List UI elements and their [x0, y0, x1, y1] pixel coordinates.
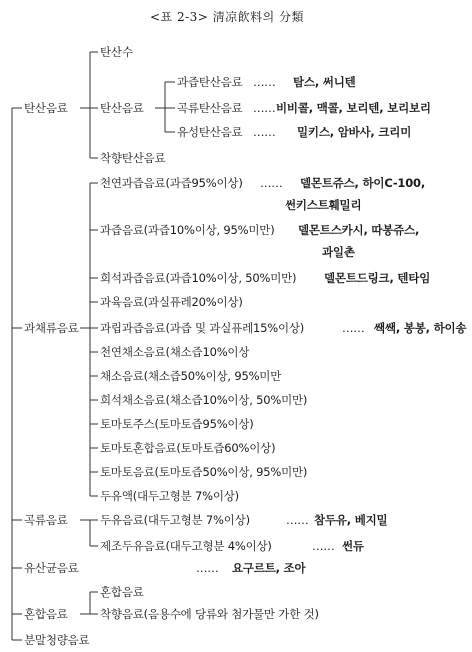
item-mixed-drink: 혼합음료	[100, 585, 144, 599]
item-carbonated-drink: 탄산음료	[100, 101, 144, 115]
example-milk-carbonated: 밀키스, 암바사, 크리미	[297, 125, 412, 139]
item-grain-fruit: 과립과즙음료(과즙 및 과실퓨레15%이상)	[100, 321, 305, 335]
category-fruit-veg: 과채류음료	[24, 321, 79, 335]
item-prepared-soy: 제조두유음료(대두고형분 4%이상)	[100, 539, 272, 553]
item-flavored-carbonated: 착향탄산음료	[100, 151, 166, 165]
leader-dots: ……	[253, 125, 276, 139]
item-soy-milk: 두유액(대두고형분 7%이상)	[100, 489, 239, 503]
category-powder: 분말청량음료	[24, 633, 90, 647]
example-natural-juice-2: 썬키스트훼밀리	[285, 198, 362, 212]
example-juice-drink-2: 과일촌	[322, 245, 355, 259]
example-cereal-carbonated: 비비콜, 맥콜, 보리텐, 보리보리	[276, 101, 431, 115]
leader-dots: ……	[260, 176, 283, 190]
example-natural-juice-1: 델몬트쥬스, 하이C-100,	[300, 176, 425, 190]
example-diluted-juice: 델몬트드링크, 텐타임	[324, 271, 431, 285]
item-tomato-mixed: 토마토혼합음료(토마토즙60%이상)	[100, 441, 276, 455]
item-veg-drink: 채소음료(채소즙50%이상, 95%미만	[100, 369, 282, 383]
category-lactic: 유산균음료	[24, 561, 79, 575]
category-cereal: 곡류음료	[24, 513, 68, 527]
item-diluted-juice: 희석과즙음료(과즙10%이상, 50%미만)	[100, 271, 297, 285]
category-mixed: 혼합음료	[24, 607, 68, 621]
leader-dots: ……	[312, 539, 335, 553]
leader-dots: ……	[253, 101, 276, 115]
example-lactic: 요구르트, 조아	[232, 561, 306, 575]
item-soda-water: 탄산수	[100, 45, 133, 59]
example-soy-drink: 참두유, 베지밀	[314, 513, 388, 527]
item-juice-drink: 과즙음료(과즙10%이상, 95%미만)	[100, 223, 275, 237]
leader-dots: ……	[253, 75, 276, 89]
example-prepared-soy: 썬듀	[342, 539, 364, 553]
item-cereal-carbonated: 곡류탄산음료	[177, 101, 243, 115]
category-carbonated: 탄산음료	[24, 101, 68, 115]
item-flavored-drink: 착향음료(음용수에 당류와 첨가물만 가한 것)	[100, 607, 319, 621]
table-title: <표 2-3> 淸凉飮料의 分類	[150, 10, 305, 24]
example-juice-drink-1: 델몬트스카시, 따봉쥬스,	[298, 223, 420, 237]
item-pulp-drink: 과육음료(과실퓨레20%이상)	[100, 295, 243, 309]
item-natural-veg: 천연채소음료(채소즙10%이상	[100, 345, 250, 359]
item-diluted-veg: 희석채소음료(채소즙10%이상, 50%미만)	[100, 393, 308, 407]
item-juice-carbonated: 과즙탄산음료	[177, 75, 243, 89]
leader-dots: ……	[286, 513, 309, 527]
leader-dots: ……	[342, 321, 365, 335]
leader-dots: ……	[196, 561, 219, 575]
item-tomato-drink: 토마토음료(토마토즙50%이상, 95%미만)	[100, 465, 308, 479]
item-natural-juice: 천연과즙음료(과즙95%이상)	[100, 176, 243, 190]
item-soy-drink: 두유음료(대두고형분 7%이상)	[100, 513, 250, 527]
item-tomato-juice: 토마토주스(토마토즙95%이상)	[100, 417, 254, 431]
item-milk-carbonated: 유성탄산음료	[177, 125, 243, 139]
example-grain-fruit: 쌕쌕, 봉봉, 하이송	[374, 321, 467, 335]
example-juice-carbonated: 탐스, 써니텐	[293, 75, 356, 89]
